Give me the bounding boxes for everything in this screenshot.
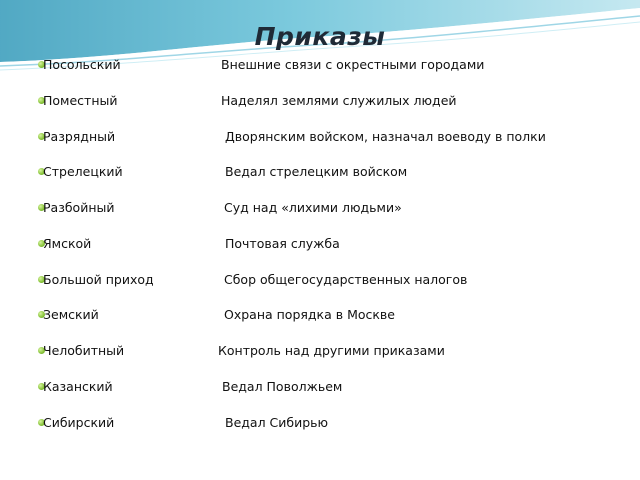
prikaz-description: Ведал Поволжьем bbox=[222, 379, 343, 394]
prikaz-name: Большой приход bbox=[43, 272, 154, 287]
prikaz-name: Разрядный bbox=[43, 129, 116, 144]
prikaz-description: Ведал Сибирью bbox=[225, 415, 329, 430]
prikaz-name: Посольский bbox=[43, 57, 121, 72]
list-item bbox=[38, 162, 628, 182]
list-item bbox=[38, 413, 628, 433]
prikaz-description: Дворянским войском, назначал воеводу в полки bbox=[225, 129, 546, 144]
slide-title: Приказы bbox=[254, 22, 386, 51]
prikaz-description: Наделял землями служилых людей bbox=[221, 93, 457, 108]
list-item bbox=[38, 341, 628, 361]
prikaz-description: Внешние связи с окрестными городами bbox=[221, 57, 485, 72]
list-item bbox=[38, 55, 628, 75]
prikaz-name: Челобитный bbox=[43, 343, 125, 358]
list-item bbox=[38, 91, 628, 111]
prikaz-name: Казанский bbox=[43, 379, 113, 394]
prikaz-description: Ведал стрелецким войском bbox=[225, 164, 408, 179]
prikaz-name: Стрелецкий bbox=[43, 164, 123, 179]
prikaz-description: Сбор общегосударственных налогов bbox=[224, 272, 468, 287]
list-item bbox=[38, 377, 628, 397]
list-item bbox=[38, 305, 628, 325]
list-item bbox=[38, 270, 628, 290]
prikaz-description: Охрана порядка в Москве bbox=[224, 307, 395, 322]
prikaz-name: Поместный bbox=[43, 93, 118, 108]
prikaz-name: Земский bbox=[43, 307, 99, 322]
prikaz-name: Разбойный bbox=[43, 200, 115, 215]
prikaz-name: Сибирский bbox=[43, 415, 115, 430]
list-item bbox=[38, 127, 628, 147]
prikaz-description: Контроль над другими приказами bbox=[218, 343, 445, 358]
prikaz-description: Суд над «лихими людьми» bbox=[224, 200, 402, 215]
list-item bbox=[38, 198, 628, 218]
prikaz-description: Почтовая служба bbox=[225, 236, 340, 251]
list-item bbox=[38, 234, 628, 254]
prikaz-name: Ямской bbox=[43, 236, 92, 251]
